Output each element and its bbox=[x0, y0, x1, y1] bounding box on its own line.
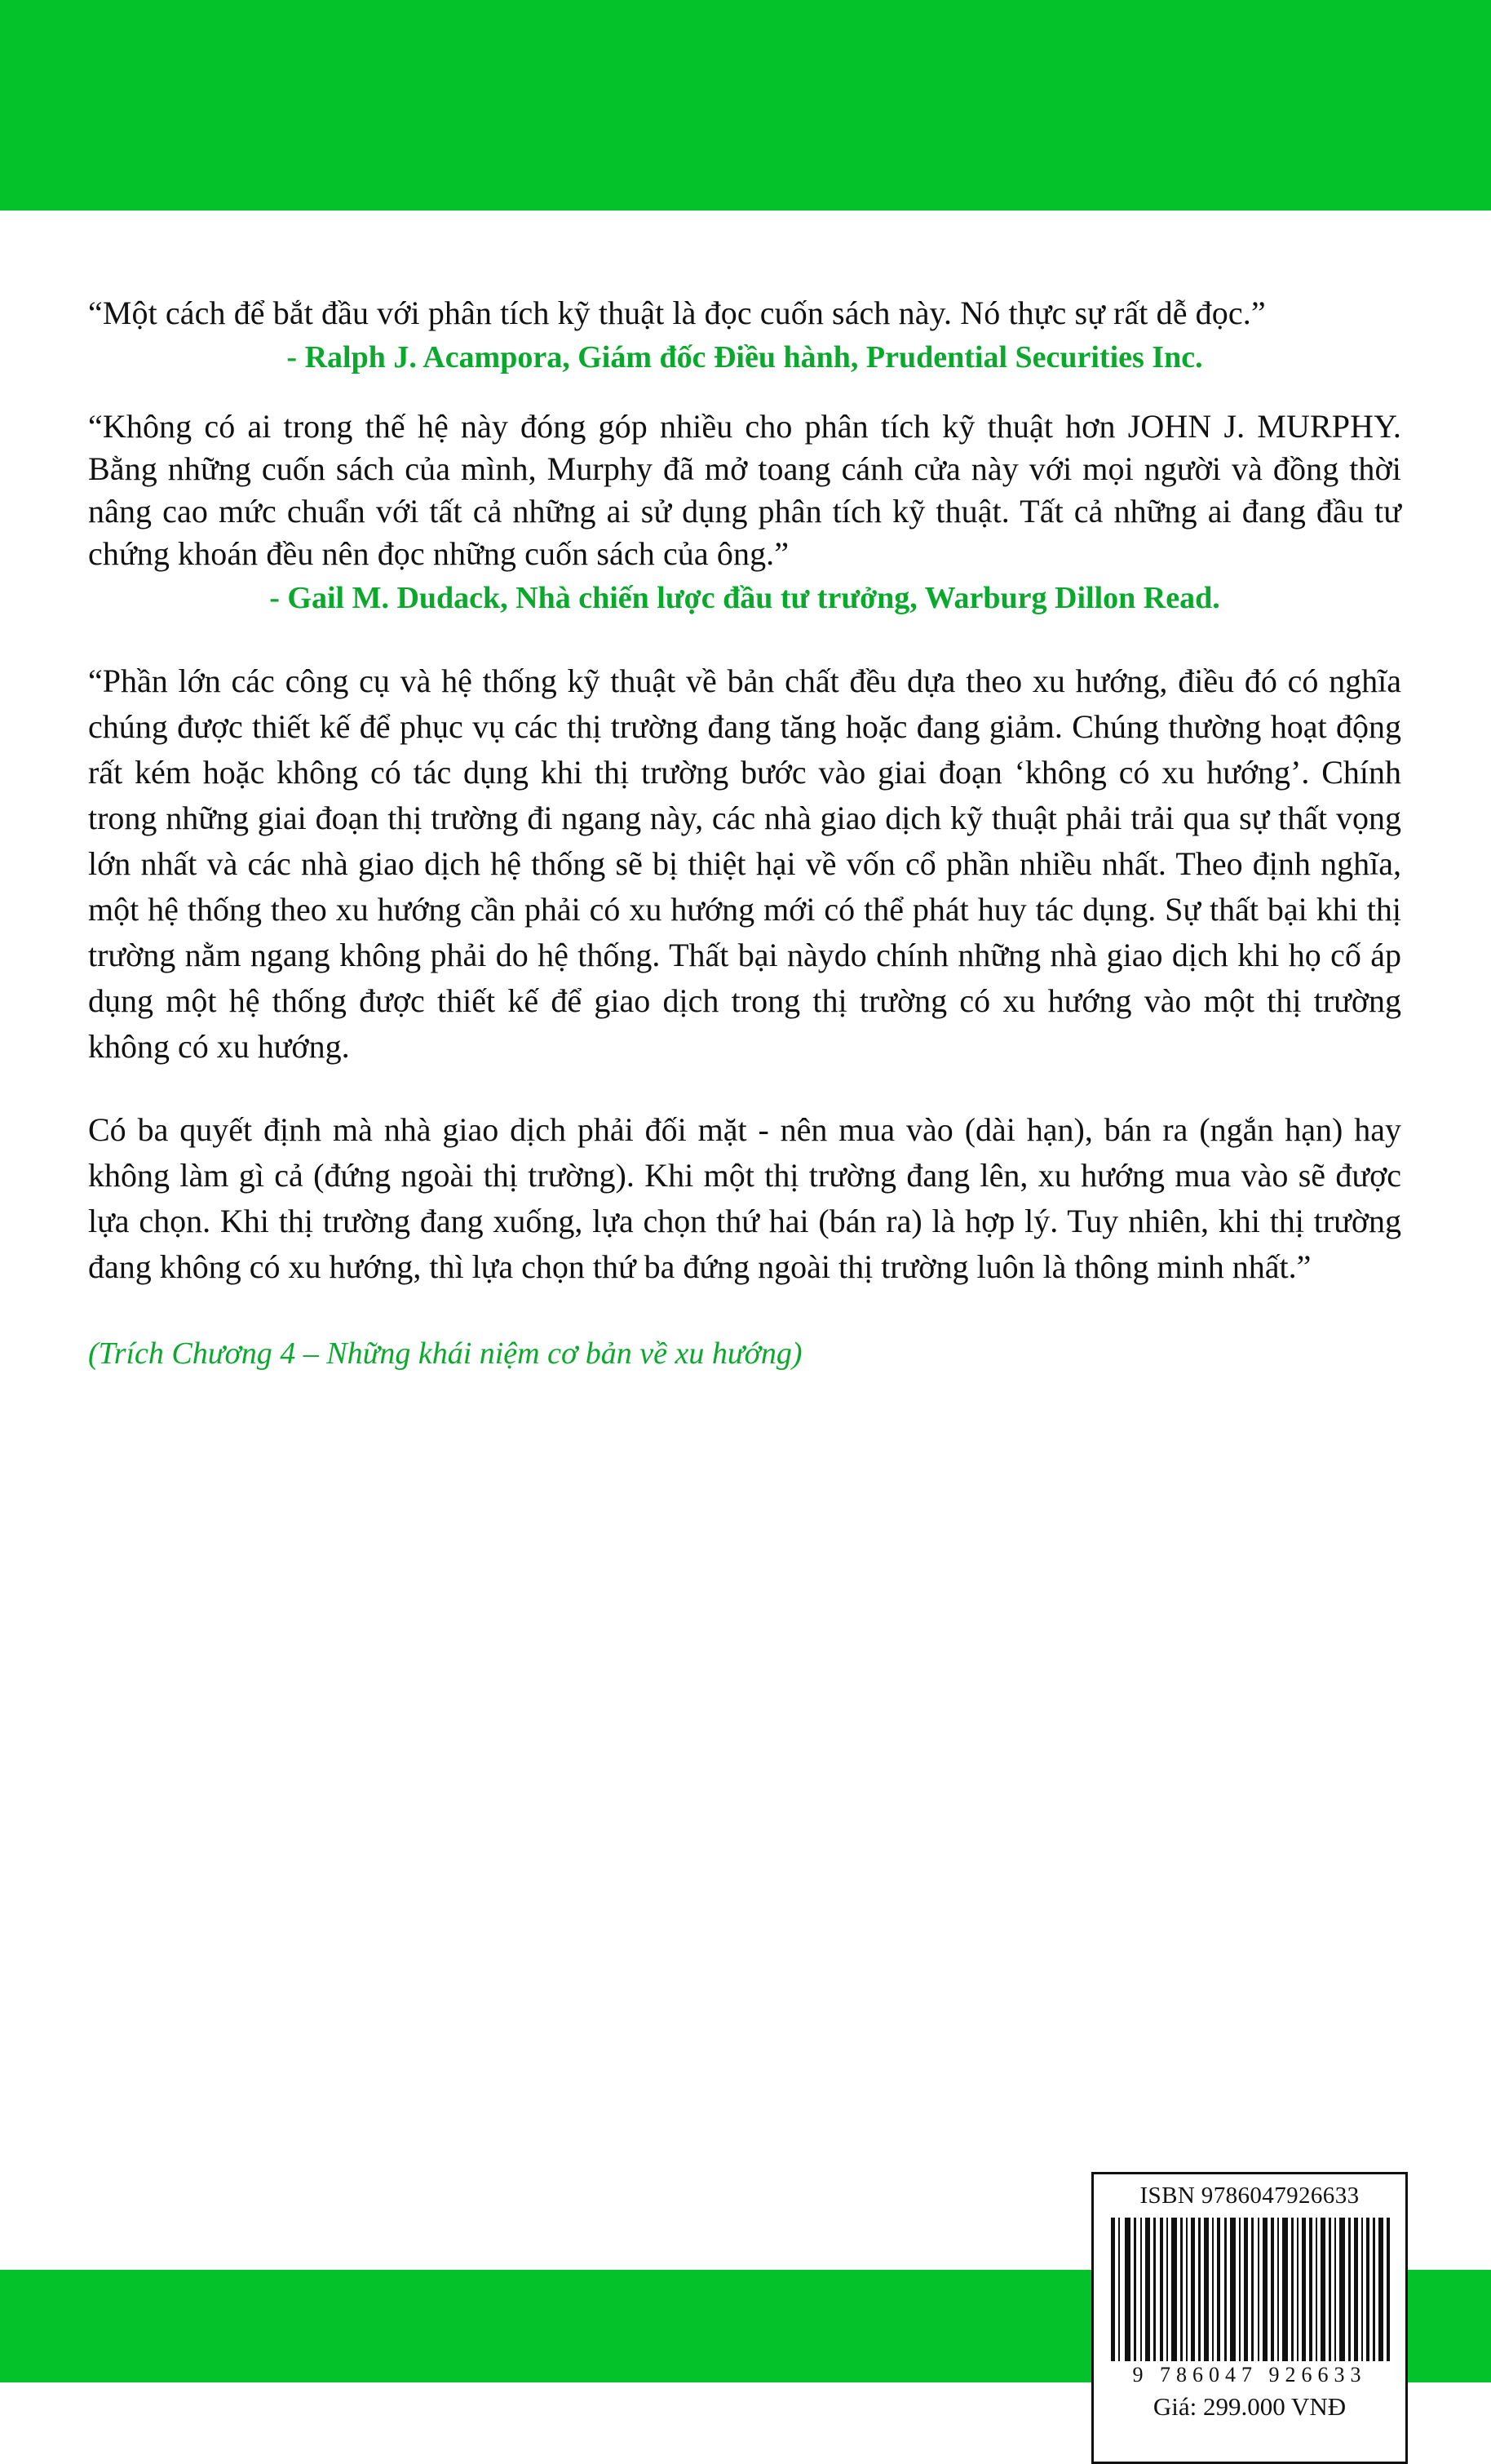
barcode-digits: 9 786047 926633 bbox=[1132, 2363, 1367, 2386]
excerpt-paragraph-2: Có ba quyết định mà nhà giao dịch phải đối mặt - nên mua vào (dài hạn), bán ra (ngắn hạn) hay không làm gì cả (đứng ngoài thị trường). Khi một thị trường đang lên, xu hướng mua vào sẽ được lựa chọn. Khi thị trường đang xuống, lựa chọn thứ hai (bán ra) là hợp lý. Tuy nhiên, khi thị trường đang không có xu hướng, thì lựa chọn thứ ba đứng ngoài thị trường luôn là thông minh nhất.” bbox=[88, 1110, 1401, 1285]
quote-block-2 bbox=[88, 405, 1401, 618]
isbn-barcode-box bbox=[1091, 2172, 1408, 2464]
excerpt-paragraph-1: “Phần lớn các công cụ và hệ thống kỹ thuật về bản chất đều dựa theo xu hướng, điều đó có nghĩa chúng được thiết kế để phục vụ các thị trường đang tăng hoặc đang giảm. Chúng thường hoạt động rất kém hoặc không có tác dụng khi thị trường bước vào giai đoạn ‘không có xu hướng’. Chính trong những giai đoạn thị trường đi ngang này, các nhà giao dịch kỹ thuật phải trải qua sự thất vọng lớn nhất và các nhà giao dịch hệ thống sẽ bị thiệt hại về vốn cổ phần nhiều nhất. Theo định nghĩa, một hệ thống theo xu hướng cần phải có xu hướng mới có thể phát huy tác dụng. Sự thất bại khi thị trường nằm ngang không phải do hệ thống. Thất bại nàydo chính những nhà giao dịch khi họ cố áp dụng một hệ thống được thiết kế để giao dịch trong thị trường có xu hướng vào một thị trường không có xu hướng. bbox=[88, 662, 1401, 1065]
quote-text-2: “Không có ai trong thế hệ này đóng góp nhiều cho phân tích kỹ thuật hơn JOHN J. MURPHY. Bằng những cuốn sách của mình, Murphy đã mở toang cánh cửa này với mọi người và đồng thời nâng cao mức chuẩn với tất cả những ai sử dụng phân tích kỹ thuật. Tất cả những ai đang đầu tư chứng khoán đều nên đọc những cuốn sách của ông.” bbox=[88, 408, 1401, 573]
isbn-number: ISBN 9786047926633 bbox=[1139, 2183, 1360, 2209]
back-cover-content bbox=[88, 292, 1401, 1372]
quote-text-1: “Một cách để bắt đầu với phân tích kỹ thuật là đọc cuốn sách này. Nó thực sự rất dễ đọc.” bbox=[88, 295, 1266, 331]
price-label: Giá: 299.000 VNĐ bbox=[1153, 2392, 1347, 2421]
quote-block-1 bbox=[88, 292, 1401, 378]
page-white-area bbox=[0, 211, 1491, 2421]
excerpt-block bbox=[88, 658, 1401, 1372]
quote-attribution-2: - Gail M. Dudack, Nhà chiến lược đầu tư trưởng, Warburg Dillon Read. bbox=[269, 581, 1220, 616]
barcode-icon bbox=[1106, 2218, 1393, 2361]
excerpt-source-note: (Trích Chương 4 – Những khái niệm cơ bản về xu hướng) bbox=[88, 1336, 803, 1371]
quote-attribution-1: - Ralph J. Acampora, Giám đốc Điều hành, Prudential Securities Inc. bbox=[286, 340, 1203, 374]
